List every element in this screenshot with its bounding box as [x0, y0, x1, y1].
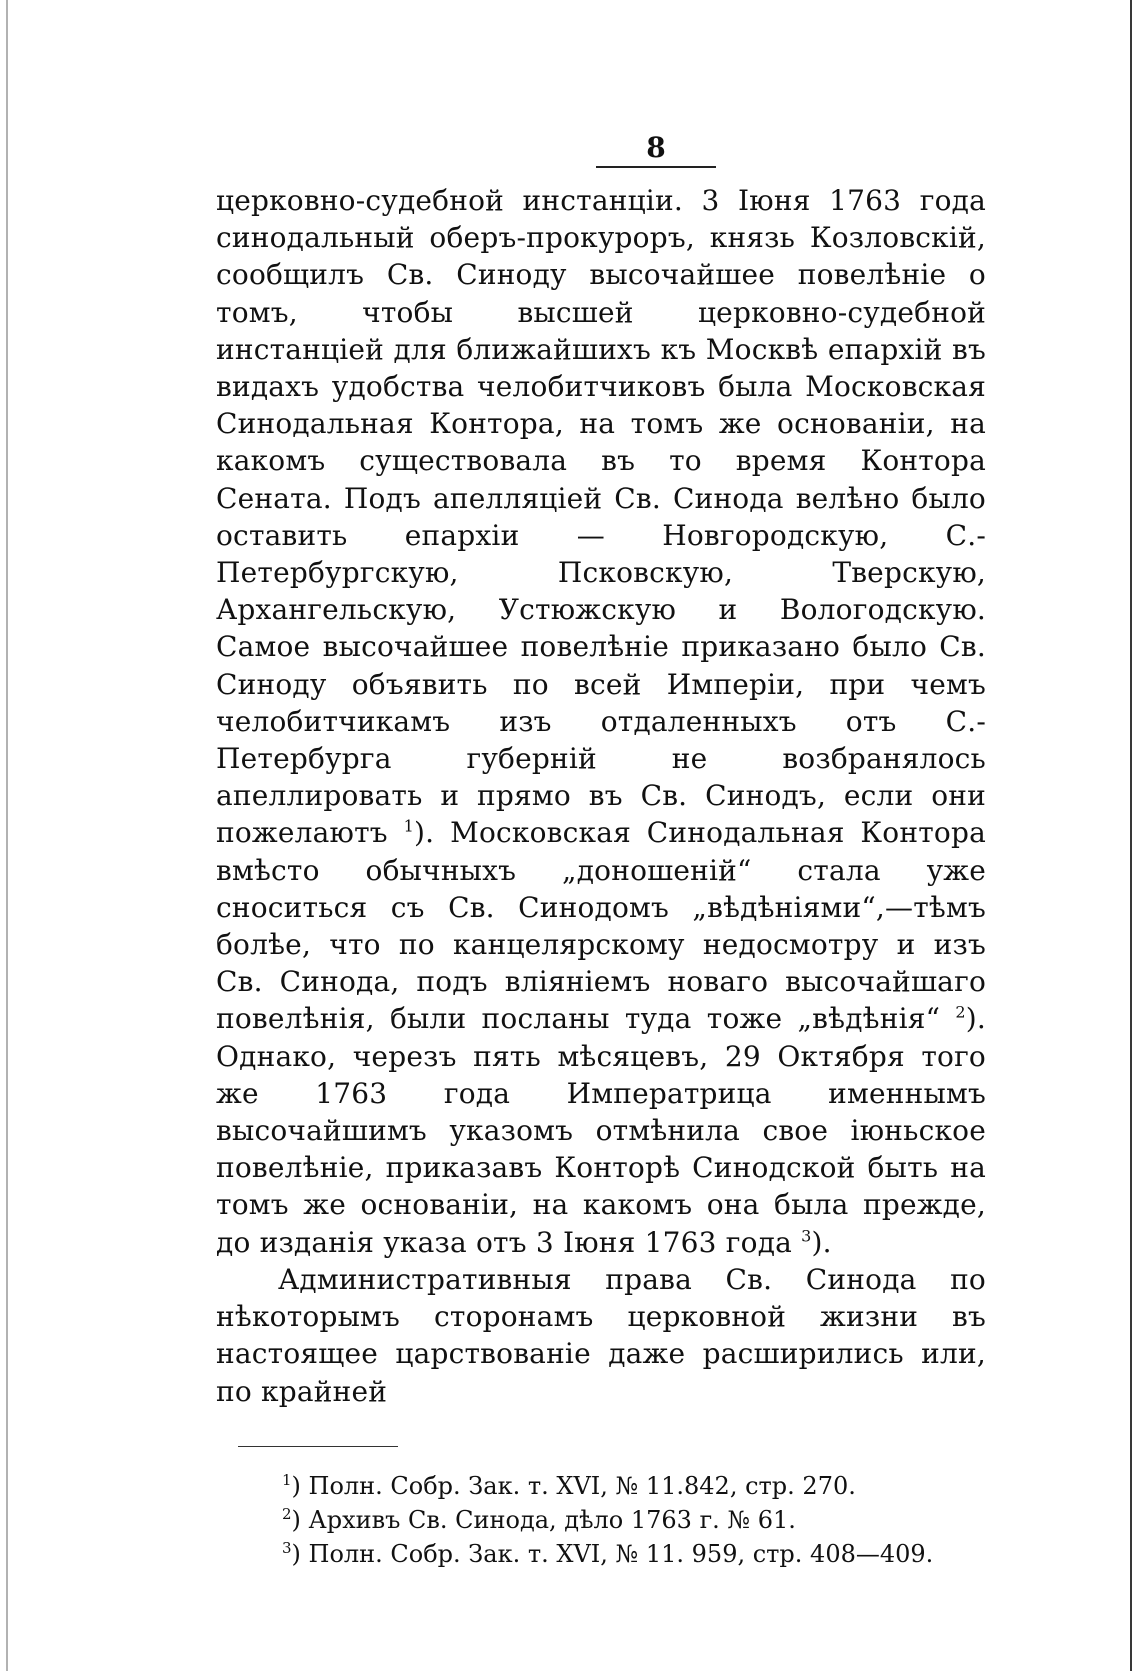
footnote-ref-3: 3: [801, 1226, 812, 1246]
page-number: 8: [646, 131, 666, 164]
paragraph-1-part-3: ). Однако, черезъ пять мѣсяцевъ, 29 Октября того же 1763 года Императрица именнымъ высочайшимъ указомъ отмѣнила свое іюньское повелѣніе, приказавъ Конторѣ Синодской быть на томъ же основаніи, на какомъ она была прежде, до изданія указа отъ 3 Іюня 1763 года: [216, 1002, 986, 1259]
paragraph-1-part-4: ).: [811, 1225, 832, 1259]
book-page: [216, 130, 986, 1571]
scan-edge-right: [1130, 0, 1132, 1671]
page-number-rule: [596, 166, 716, 168]
footnote-1: [282, 1469, 986, 1503]
footnotes: [282, 1469, 986, 1571]
footnote-2: [282, 1503, 986, 1537]
paragraph-1: [216, 182, 986, 1261]
footnote-ref-1: 1: [403, 817, 415, 837]
footnote-3-text: ) Полн. Собр. Зак. т. XVI, № 11. 959, стр. 408—409.: [291, 1540, 934, 1569]
scan-edge-left: [6, 0, 8, 1671]
footnote-3-mark: 3: [282, 1539, 292, 1558]
footnote-ref-2: 2: [955, 1003, 966, 1023]
footnote-rule: [238, 1446, 398, 1448]
footnote-2-mark: 2: [282, 1505, 292, 1524]
footnote-3: [282, 1537, 986, 1571]
paragraph-1-part-2: ). Московская Синодальная Контора вмѣсто обычныхъ „доношеній“ стала уже сноситься съ Св. Синодомъ „вѣдѣніями“,—тѣмъ болѣе, что по канцелярскому недосмотру и изъ Св. Синода, подъ вліяніемъ новаго высочайшаго повелѣнія, были посланы туда тоже „вѣдѣнія“: [216, 816, 986, 1036]
paragraph-2: Административныя права Св. Синода по нѣкоторымъ сторонамъ церковной жизни въ настоящее царствованіе даже расширились или, по крайней: [216, 1262, 986, 1408]
footnote-2-text: ) Архивъ Св. Синода, дѣло 1763 г. № 61.: [291, 1506, 796, 1535]
footnote-1-text: ) Полн. Собр. Зак. т. XVI, № 11.842, стр. 270.: [291, 1472, 856, 1501]
footnote-1-mark: 1: [282, 1471, 292, 1490]
paragraph-1-part-1: церковно-судебной инстанціи. 3 Іюня 1763 года синодальный оберъ-прокуроръ, князь Козловскій, сообщилъ Св. Синоду высочайшее повелѣніе о томъ, чтобы высшей церковно-судебной инстанціей для ближайшихъ къ Москвѣ епархій въ видахъ удобства челобитчиковъ была Московская Синодальная Контора, на томъ же основаніи, на какомъ существовала въ то время Контора Сената. Подъ апелляціей Св. Синода велѣно было оставить епархіи — Новгородскую, С.-Петербургскую, Псковскую, Тверскую, Архангельскую, Устюжскую и Вологодскую. Самое высочайшее повелѣніе приказано было Св. Синоду объявить по всей Имперіи, при чемъ челобитчикамъ изъ отдаленныхъ отъ С.-Петербурга губерній не возбранялось апеллировать и прямо въ Св. Синодъ, если они пожелаютъ: [216, 184, 986, 850]
body-text: [216, 182, 986, 1410]
